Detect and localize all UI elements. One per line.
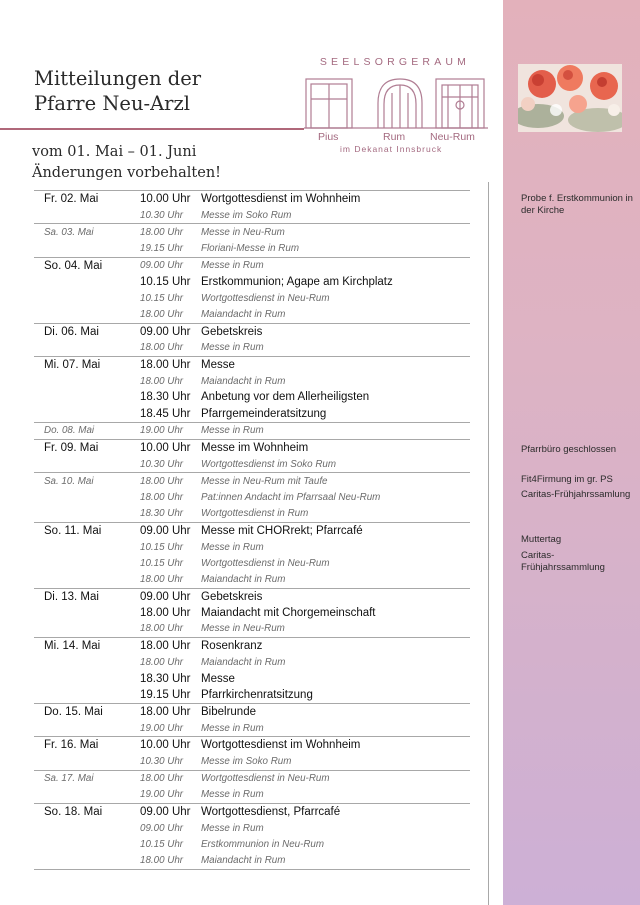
logo-heading: SEELSORGERAUM xyxy=(319,56,471,68)
schedule-entry xyxy=(34,771,470,787)
entry-time: 18.00 Uhr xyxy=(140,358,191,371)
schedule-entry xyxy=(34,473,470,489)
schedule-entry xyxy=(34,836,470,852)
entry-time: 18.00 Uhr xyxy=(140,606,191,619)
schedule-day xyxy=(34,737,470,770)
entry-date: Do. 15. Mai xyxy=(44,705,103,718)
entry-description: Wortgottesdienst in Neu-Rum xyxy=(201,557,330,569)
schedule-entry xyxy=(34,820,470,836)
entry-description: Maiandacht in Rum xyxy=(201,855,286,867)
entry-description: Pat:innen Andacht im Pfarrsaal Neu-Rum xyxy=(201,491,381,503)
sidebar-note: Fit4Firmung im gr. PS xyxy=(521,474,613,485)
entry-description: Wortgottesdienst in Neu-Rum xyxy=(201,292,330,304)
entry-time: 18.00 Uhr xyxy=(140,342,184,354)
entry-date: Sa. 17. Mai xyxy=(44,773,94,785)
schedule-entry xyxy=(34,405,470,421)
entry-description: Wortgottesdienst im Soko Rum xyxy=(201,458,337,470)
entry-date: Fr. 09. Mai xyxy=(44,441,99,454)
schedule-day xyxy=(34,423,470,440)
page-title xyxy=(34,66,201,116)
entry-time: 09.00 Uhr xyxy=(140,806,191,819)
entry-description: Messe in Rum xyxy=(201,822,264,834)
schedule-entry xyxy=(34,523,470,539)
schedule-entry xyxy=(34,357,470,373)
schedule-day xyxy=(34,638,470,704)
entry-date: Mi. 07. Mai xyxy=(44,358,101,371)
entry-date: Di. 13. Mai xyxy=(44,590,99,603)
entry-description: Messe in Rum xyxy=(201,342,264,354)
sidebar-note: Caritas-Frühjahrssammlung xyxy=(521,550,605,573)
entry-time: 18.30 Uhr xyxy=(140,672,191,685)
schedule-day xyxy=(34,224,470,257)
schedule-entry xyxy=(34,621,470,637)
entry-description: Messe im Soko Rum xyxy=(201,755,292,767)
entry-description: Wortgottesdienst in Rum xyxy=(201,508,309,520)
schedule-entry xyxy=(34,207,470,223)
entry-time: 10.00 Uhr xyxy=(140,441,191,454)
schedule-entry xyxy=(34,373,470,389)
schedule-entry xyxy=(34,555,470,571)
disclaimer: Änderungen vorbehalten! xyxy=(32,165,222,181)
schedule-entry xyxy=(34,853,470,869)
entry-description: Messe mit CHORrekt; Pfarrcafé xyxy=(201,524,363,537)
entry-description: Messe in Rum xyxy=(201,541,264,553)
entry-time: 18.00 Uhr xyxy=(140,623,184,635)
flower-photo xyxy=(518,64,622,132)
sidebar-note: Pfarrbüro geschlossen xyxy=(521,444,617,455)
entry-time: 19.00 Uhr xyxy=(140,789,184,801)
entry-time: 10.15 Uhr xyxy=(140,276,191,289)
schedule-entry xyxy=(34,489,470,505)
schedule-entry xyxy=(34,670,470,686)
schedule-entry xyxy=(34,274,470,290)
schedule-entry xyxy=(34,589,470,605)
schedule-day xyxy=(34,440,470,473)
schedule-entry xyxy=(34,638,470,654)
page-subtitle xyxy=(32,142,221,184)
schedule-entry xyxy=(34,753,470,769)
schedule-entry xyxy=(34,687,470,703)
entry-description: Maiandacht in Rum xyxy=(201,573,286,585)
schedule-entry xyxy=(34,241,470,257)
entry-date: Sa. 03. Mai xyxy=(44,226,94,238)
entry-date: So. 18. Mai xyxy=(44,806,103,819)
entry-description: Messe in Rum xyxy=(201,260,264,272)
schedule-entry xyxy=(34,737,470,753)
entry-description: Pfarrkirchenratsitzung xyxy=(201,688,313,701)
entry-time: 18.45 Uhr xyxy=(140,407,191,420)
entry-description: Messe in Neu-Rum xyxy=(201,623,285,635)
entry-date: So. 11. Mai xyxy=(44,524,102,537)
entry-time: 18.00 Uhr xyxy=(140,656,184,668)
entry-description: Messe in Rum xyxy=(201,722,264,734)
logo-subheading: im Dekanat Innsbruck xyxy=(340,144,443,154)
entry-description: Messe in Neu-Rum xyxy=(201,226,285,238)
entry-time: 18.00 Uhr xyxy=(140,475,184,487)
entry-description: Pfarrgemeinderatsitzung xyxy=(201,407,327,420)
entry-time: 18.00 Uhr xyxy=(140,375,184,387)
entry-description: Messe im Soko Rum xyxy=(201,209,292,221)
title-rule xyxy=(0,128,304,130)
title-line: Mitteilungen der xyxy=(34,67,202,90)
entry-time: 18.30 Uhr xyxy=(140,508,184,520)
entry-time: 10.15 Uhr xyxy=(140,541,184,553)
entry-description: Rosenkranz xyxy=(201,640,263,653)
entry-time: 09.00 Uhr xyxy=(140,260,184,272)
entry-description: Messe in Rum xyxy=(201,789,264,801)
entry-time: 19.00 Uhr xyxy=(140,722,184,734)
entry-time: 10.15 Uhr xyxy=(140,838,184,850)
entry-time: 18.00 Uhr xyxy=(140,573,184,585)
entry-time: 09.00 Uhr xyxy=(140,590,191,603)
schedule-day xyxy=(34,771,470,804)
entry-description: Floriani-Messe in Rum xyxy=(201,243,299,255)
entry-time: 10.15 Uhr xyxy=(140,557,184,569)
entry-description: Maiandacht in Rum xyxy=(201,308,286,320)
schedule-table xyxy=(34,190,470,870)
entry-date: Di. 06. Mai xyxy=(44,325,99,338)
entry-time: 10.15 Uhr xyxy=(140,292,184,304)
entry-description: Wortgottesdienst im Wohnheim xyxy=(201,193,361,206)
entry-time: 09.00 Uhr xyxy=(140,822,184,834)
entry-time: 09.00 Uhr xyxy=(140,325,191,338)
schedule-entry xyxy=(34,258,470,274)
entry-time: 10.30 Uhr xyxy=(140,755,184,767)
entry-time: 18.00 Uhr xyxy=(140,491,184,503)
entry-description: Erstkommunion; Agape am Kirchplatz xyxy=(201,276,393,289)
church-logo-icon xyxy=(300,71,490,133)
entry-time: 10.30 Uhr xyxy=(140,458,184,470)
entry-time: 18.00 Uhr xyxy=(140,308,184,320)
entry-date: Mi. 14. Mai xyxy=(44,640,101,653)
title-line: Pfarre Neu-Arzl xyxy=(34,92,191,115)
entry-description: Maiandacht in Rum xyxy=(201,375,286,387)
schedule-day xyxy=(34,258,470,324)
entry-time: 18.00 Uhr xyxy=(140,855,184,867)
schedule-day xyxy=(34,357,470,423)
entry-date: Sa. 10. Mai xyxy=(44,475,94,487)
schedule-entry xyxy=(34,704,470,720)
schedule-entry xyxy=(34,389,470,405)
entry-time: 10.00 Uhr xyxy=(140,739,191,752)
entry-time: 18.30 Uhr xyxy=(140,391,191,404)
schedule-day xyxy=(34,704,470,737)
logo-label-rum: Rum xyxy=(383,131,406,143)
entry-description: Messe xyxy=(201,358,235,371)
schedule-entry xyxy=(34,340,470,356)
schedule-entry xyxy=(34,456,470,472)
schedule-entry xyxy=(34,440,470,456)
entry-time: 19.15 Uhr xyxy=(140,243,184,255)
entry-description: Wortgottesdienst, Pfarrcafé xyxy=(201,806,341,819)
schedule-day xyxy=(34,473,470,523)
entry-date: So. 04. Mai xyxy=(44,259,103,272)
entry-description: Wortgottesdienst in Neu-Rum xyxy=(201,773,330,785)
schedule-entry xyxy=(34,191,470,207)
entry-description: Messe in Rum xyxy=(201,425,264,437)
date-range: vom 01. Mai – 01. Juni xyxy=(32,144,197,160)
logo-label-neu-rum: Neu-Rum xyxy=(430,131,475,143)
entry-time: 10.30 Uhr xyxy=(140,209,184,221)
schedule-entry xyxy=(34,324,470,340)
entry-description: Anbetung vor dem Allerheiligsten xyxy=(201,391,370,404)
entry-description: Messe xyxy=(201,672,235,685)
schedule-entry xyxy=(34,290,470,306)
schedule-entry xyxy=(34,804,470,820)
schedule-entry xyxy=(34,605,470,621)
schedule-day xyxy=(34,191,470,224)
entry-description: Erstkommunion in Neu-Rum xyxy=(201,838,325,850)
entry-time: 18.00 Uhr xyxy=(140,705,191,718)
schedule-entry xyxy=(34,787,470,803)
entry-date: Do. 08. Mai xyxy=(44,425,95,437)
logo-label-pius: Pius xyxy=(318,131,339,143)
schedule-entry xyxy=(34,539,470,555)
schedule-entry xyxy=(34,654,470,670)
entry-date: Fr. 02. Mai xyxy=(44,193,99,206)
entry-time: 09.00 Uhr xyxy=(140,524,191,537)
schedule-entry xyxy=(34,306,470,322)
schedule-entry xyxy=(34,224,470,240)
schedule-day xyxy=(34,589,470,639)
entry-description: Wortgottesdienst im Wohnheim xyxy=(201,739,361,752)
sidebar-note: Probe f. Erstkommunion in der Kirche xyxy=(521,193,633,216)
entry-time: 19.00 Uhr xyxy=(140,425,184,437)
schedule-day xyxy=(34,324,470,357)
entry-description: Maiandacht in Rum xyxy=(201,656,286,668)
schedule-entry xyxy=(34,506,470,522)
entry-description: Messe in Neu-Rum mit Taufe xyxy=(201,475,328,487)
entry-time: 19.15 Uhr xyxy=(140,688,191,701)
entry-description: Bibelrunde xyxy=(201,705,256,718)
entry-time: 18.00 Uhr xyxy=(140,773,184,785)
schedule-entry xyxy=(34,423,470,439)
schedule-day xyxy=(34,804,470,870)
entry-description: Maiandacht mit Chorgemeinschaft xyxy=(201,606,376,619)
seelsorgeraum-logo xyxy=(300,56,490,160)
sidebar-note: Caritas-Frühjahrssamlung xyxy=(521,489,631,500)
schedule-entry xyxy=(34,571,470,587)
schedule-entry xyxy=(34,720,470,736)
entry-description: Gebetskreis xyxy=(201,590,263,603)
table-border xyxy=(488,182,489,905)
entry-description: Messe im Wohnheim xyxy=(201,441,309,454)
schedule-day xyxy=(34,523,470,589)
entry-description: Gebetskreis xyxy=(201,325,263,338)
entry-time: 10.00 Uhr xyxy=(140,193,191,206)
entry-time: 18.00 Uhr xyxy=(140,640,191,653)
entry-time: 18.00 Uhr xyxy=(140,226,184,238)
entry-date: Fr. 16. Mai xyxy=(44,739,99,752)
sidebar-note: Muttertag xyxy=(521,534,562,545)
